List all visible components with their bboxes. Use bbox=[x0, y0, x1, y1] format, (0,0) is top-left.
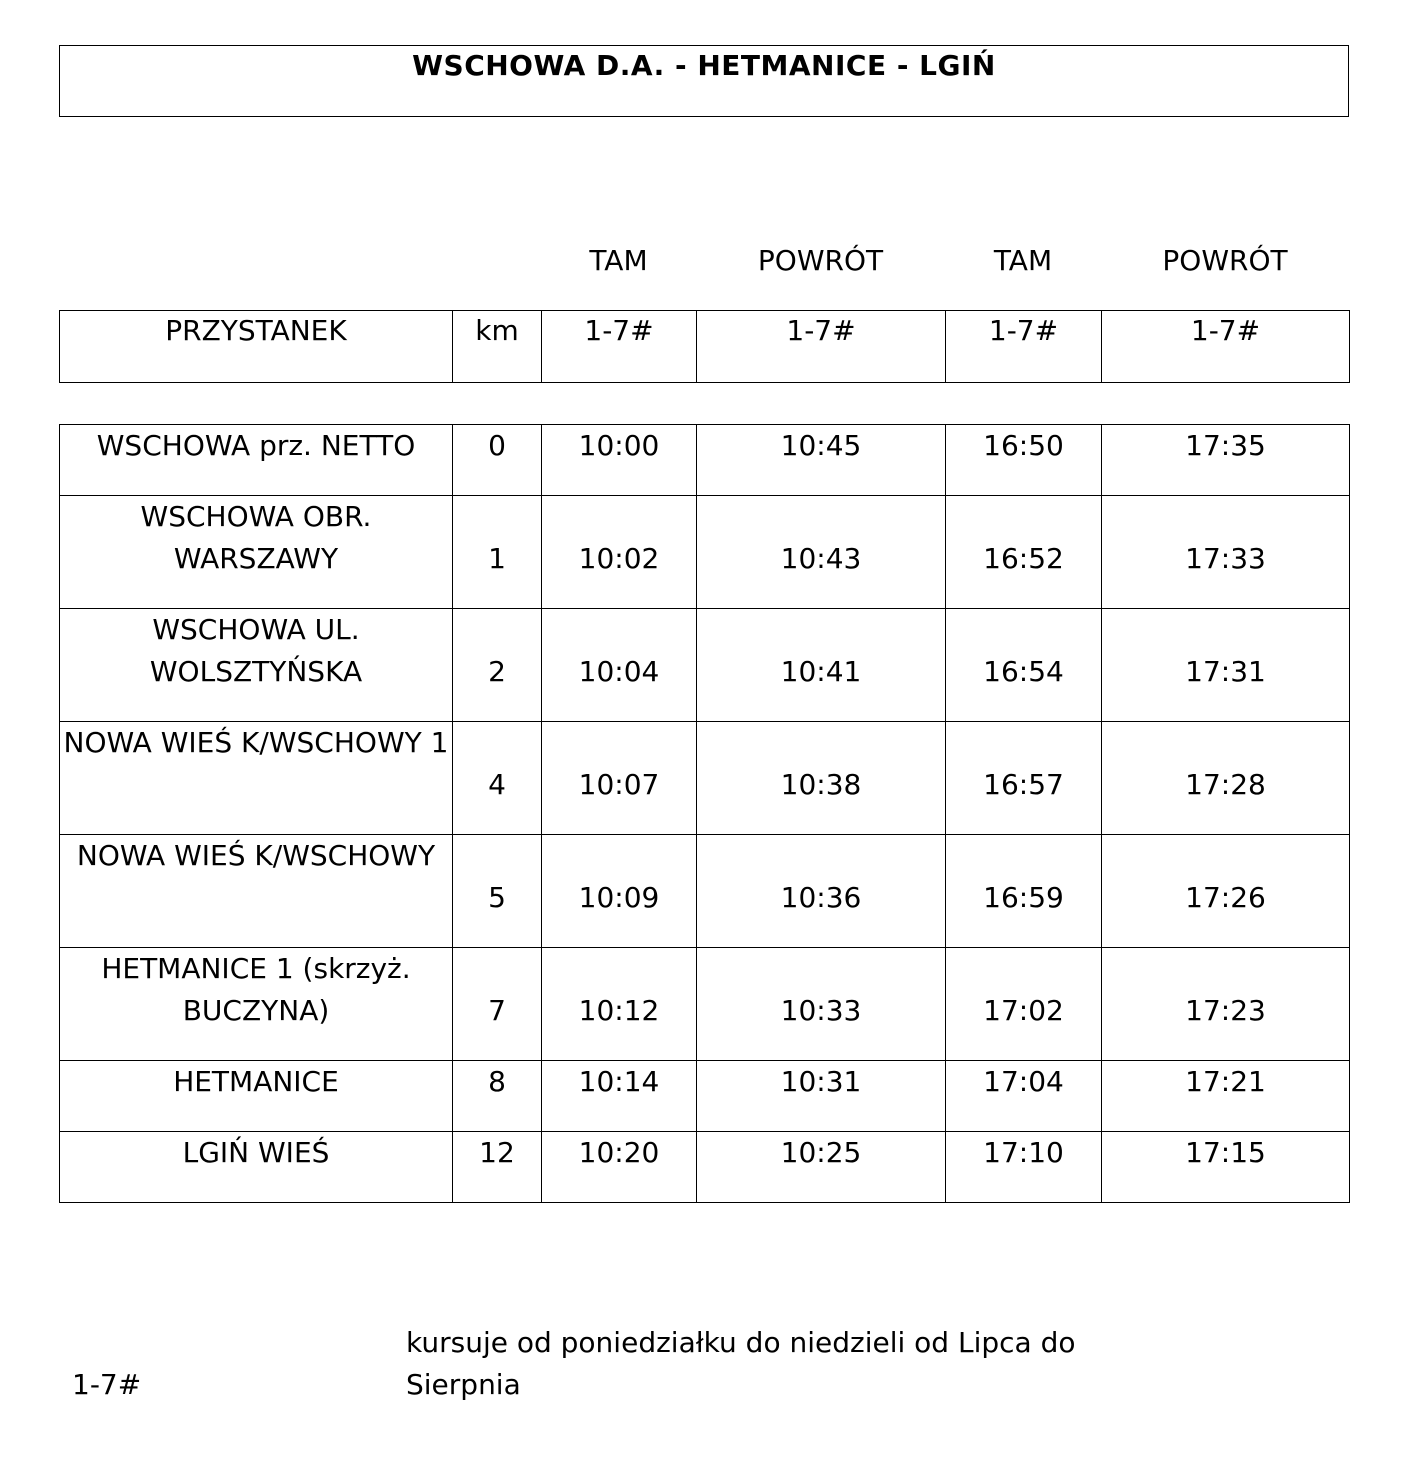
course-code-header: 1-7# bbox=[542, 311, 697, 383]
time-cell: 17:04 bbox=[946, 1061, 1102, 1132]
table-row bbox=[60, 609, 1350, 722]
table-row bbox=[60, 948, 1350, 1061]
legend-code: 1-7# bbox=[72, 1368, 142, 1401]
stop-name: LGIŃ WIEŚ bbox=[182, 1136, 330, 1169]
table-row bbox=[60, 496, 1350, 609]
stop-name: WSCHOWA prz. NETTO bbox=[96, 429, 416, 462]
time-cell: 10:12 bbox=[542, 948, 697, 1061]
km-cell: 1 bbox=[453, 496, 542, 609]
stop-name-cell bbox=[60, 425, 453, 496]
time-cell: 10:33 bbox=[697, 948, 946, 1061]
stop-name-cell bbox=[60, 1132, 453, 1203]
time-cell: 10:02 bbox=[542, 496, 697, 609]
stop-name: HETMANICE bbox=[173, 1065, 339, 1098]
time-cell: 16:57 bbox=[946, 722, 1102, 835]
time-cell: 10:45 bbox=[697, 425, 946, 496]
time-cell: 17:26 bbox=[1102, 835, 1350, 948]
km-cell: 12 bbox=[453, 1132, 542, 1203]
time-cell: 10:25 bbox=[697, 1132, 946, 1203]
km-column-header: km bbox=[453, 311, 542, 383]
time-cell: 10:09 bbox=[542, 835, 697, 948]
stop-name-cell bbox=[60, 1061, 453, 1132]
time-cell: 17:33 bbox=[1102, 496, 1350, 609]
time-cell: 17:15 bbox=[1102, 1132, 1350, 1203]
km-cell: 2 bbox=[453, 609, 542, 722]
time-cell: 10:20 bbox=[542, 1132, 697, 1203]
header-table bbox=[59, 310, 1350, 383]
stop-name-cell bbox=[60, 722, 453, 835]
page-title: WSCHOWA D.A. - HETMANICE - LGIŃ bbox=[412, 49, 996, 82]
course-code-header: 1-7# bbox=[1102, 311, 1350, 383]
time-cell: 16:50 bbox=[946, 425, 1102, 496]
km-cell: 5 bbox=[453, 835, 542, 948]
km-cell: 7 bbox=[453, 948, 542, 1061]
time-cell: 10:41 bbox=[697, 609, 946, 722]
stop-name-cell bbox=[60, 948, 453, 1061]
stop-name-cell bbox=[60, 496, 453, 609]
time-cell: 17:31 bbox=[1102, 609, 1350, 722]
stop-name-cell bbox=[60, 835, 453, 948]
time-cell: 16:59 bbox=[946, 835, 1102, 948]
stop-name: NOWA WIEŚ K/WSCHOWY 1 bbox=[63, 726, 449, 759]
table-row bbox=[60, 722, 1350, 835]
km-cell: 0 bbox=[453, 425, 542, 496]
time-cell: 10:00 bbox=[542, 425, 697, 496]
direction-labels bbox=[0, 236, 1414, 286]
legend-text: kursuje od poniedziałku do niedzieli od Lipca do Sierpnia bbox=[406, 1326, 1076, 1401]
time-cell: 10:04 bbox=[542, 609, 697, 722]
timetable bbox=[59, 424, 1350, 1203]
table-row bbox=[60, 1061, 1350, 1132]
time-cell: 10:31 bbox=[697, 1061, 946, 1132]
course-code-header: 1-7# bbox=[946, 311, 1102, 383]
time-cell: 17:21 bbox=[1102, 1061, 1350, 1132]
stop-name: HETMANICE 1 (skrzyż. BUCZYNA) bbox=[101, 952, 411, 1027]
title-box bbox=[59, 45, 1349, 117]
time-cell: 10:14 bbox=[542, 1061, 697, 1132]
time-cell: 10:36 bbox=[697, 835, 946, 948]
time-cell: 17:10 bbox=[946, 1132, 1102, 1203]
time-cell: 17:02 bbox=[946, 948, 1102, 1061]
time-cell: 17:28 bbox=[1102, 722, 1350, 835]
stop-name: WSCHOWA OBR. WARSZAWY bbox=[140, 500, 372, 575]
time-cell: 10:07 bbox=[542, 722, 697, 835]
time-cell: 10:43 bbox=[697, 496, 946, 609]
direction-label: TAM bbox=[993, 244, 1053, 277]
time-cell: 17:35 bbox=[1102, 425, 1350, 496]
stop-name-cell bbox=[60, 609, 453, 722]
direction-label: TAM bbox=[589, 244, 648, 277]
direction-label: POWRÓT bbox=[1162, 244, 1288, 277]
course-code-header: 1-7# bbox=[697, 311, 946, 383]
stop-column-header: PRZYSTANEK bbox=[60, 311, 453, 383]
km-cell: 8 bbox=[453, 1061, 542, 1132]
table-row bbox=[60, 1132, 1350, 1203]
stop-name: NOWA WIEŚ K/WSCHOWY bbox=[76, 839, 436, 872]
table-row bbox=[60, 425, 1350, 496]
time-cell: 16:52 bbox=[946, 496, 1102, 609]
header-row bbox=[60, 311, 1350, 383]
table-row bbox=[60, 835, 1350, 948]
time-cell: 16:54 bbox=[946, 609, 1102, 722]
stop-name: WSCHOWA UL. WOLSZTYŃSKA bbox=[149, 613, 363, 688]
direction-label: POWRÓT bbox=[757, 244, 884, 277]
km-cell: 4 bbox=[453, 722, 542, 835]
time-cell: 17:23 bbox=[1102, 948, 1350, 1061]
time-cell: 10:38 bbox=[697, 722, 946, 835]
